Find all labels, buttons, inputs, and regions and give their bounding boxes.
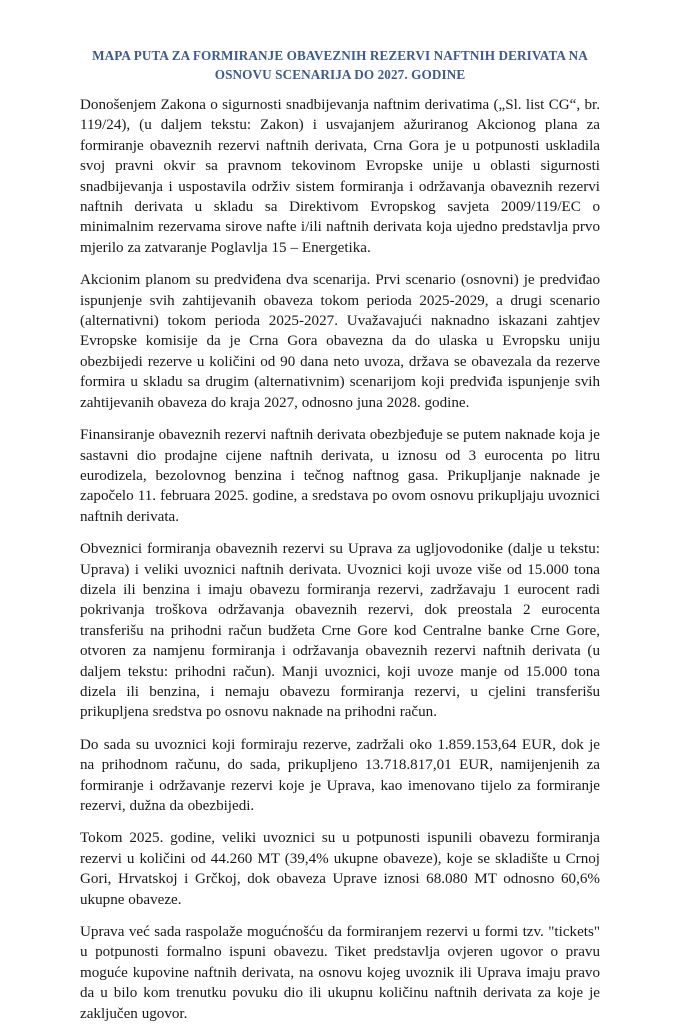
paragraph-4: Obveznici formiranja obaveznih rezervi su Uprava za ugljovodonike (dalje u tekstu: Uprava) i veliki uvoznici naftnih derivata. Uvoznici koji uvoze više od 15.000 tona dizela ili benzina i imaju obavezu formiranja rezervi, zadržavaju 1 eurocent radi pokrivanja troškova održavanja obaveznih rezervi, dok preostala 2 eurocenta transferišu na prihodni račun budžeta Crne Gore kod Centralne banke Crne Gore, otvoren za namjenu formiranja i održavanja obaveznih rezervi naftnih derivata (u daljem tekstu: prihodni račun). Manji uvoznici, koji uvoze manje od 15.000 tona dizela ili benzina, i nemaju obavezu formiranja rezervi, u cjelini transferišu prikupljena sredstva po osnovu naknade na prihodni račun. [80, 541, 600, 721]
paragraph-5: Do sada su uvoznici koji formiraju rezerve, zadržali oko 1.859.153,64 EUR, dok je na prihodnom računu, do sada, prikupljeno 13.718.817,01 EUR, namijenjenih za formiranje i održavanje rezervi koje je Uprava, kao imenovano tijelo za formiranje rezervi, dužna da obezbijedi. [80, 736, 600, 814]
paragraph-6: Tokom 2025. godine, veliki uvoznici su u potpunosti ispunili obavezu formiranja rezervi u količini od 44.260 MT (39,4% ukupne obaveze), koje se skladište u Crnoj Gori, Hrvatskoj i Grčkoj, dok obaveza Uprave iznosi 68.080 MT odnosno 60,6% ukupne obaveze. [80, 830, 600, 908]
paragraph-1: Donošenjem Zakona o sigurnosti snadbijevanja naftnim derivatima („Sl. list CG“, br. 119/24), (u daljem tekstu: Zakon) i usvajanjem ažuriranog Akcionog plana za formiranje obaveznih rezervi naftnih derivata, Crna Gora je u potpunosti uskladila svoj pravni okvir sa pravnom tekovinom Evropske unije u oblasti sigurnosti snadbijevanja i uspostavila održiv sistem formiranja i održavanja obaveznih rezervi naftnih derivata u skladu sa Direktivom Evropskog savjeta 2009/119/EC o minimalnim rezervama sirove nafte i/ili naftnih derivata koja ujedno predstavlja prvo mjerilo za zatvaranje Poglavlja 15 – Energetika. [80, 97, 600, 256]
paragraph-3: Finansiranje obaveznih rezervi naftnih derivata obezbjeđuje se putem naknade koja je sastavni dio prodajne cijene naftnih derivata, u iznosu od 3 eurocenta po litru eurodizela, bezolovnog benzina i tečnog naftnog gasa. Prikupljanje naknade je započelo 11. februara 2025. godine, a sredstava po ovom osnovu prikupljaju uvoznici naftnih derivata. [80, 427, 600, 525]
paragraph-2: Akcionim planom su predviđena dva scenarija. Prvi scenario (osnovni) je predviđao ispunjenje svih zahtijevanih obaveza tokom perioda 2025-2029, a drugi scenario (alternativni) tokom perioda 2025-2027. Uvažavajući naknadno iskazani zahtjev Evropske komisije da je Crna Gora obavezna da do ulaska u Evropsku uniju obezbijedi rezerve u količini od 90 dana neto uvoza, država se obavezala da rezerve formira u skladu sa drugim (alternativnim) scenarijom koji predviđa ispunjenje svih zahtijevanih obaveza do kraja 2027, odnosno juna 2028. godine. [80, 272, 600, 411]
paragraph-7: Uprava već sada raspolaže mogućnošću da formiranjem rezervi u formi tzv. "tickets" u potpunosti formalno ispuni obavezu. Tiket predstavlja ovjeren ugovor o pravu moguće kupovine naftnih derivata, na osnovu kojeg uvoznik ili Uprava imaju pravo da u bilo kom trenutku povuku dio ili ukupnu količinu naftnih derivata za koje je zaključen ugovor. [80, 924, 600, 1022]
document-body [80, 46, 600, 1024]
document-title: MAPA PUTA ZA FORMIRANJE OBAVEZNIH REZERVI NAFTNIH DERIVATA NA OSNOVU SCENARIJA DO 2027. GODINE [92, 48, 588, 82]
